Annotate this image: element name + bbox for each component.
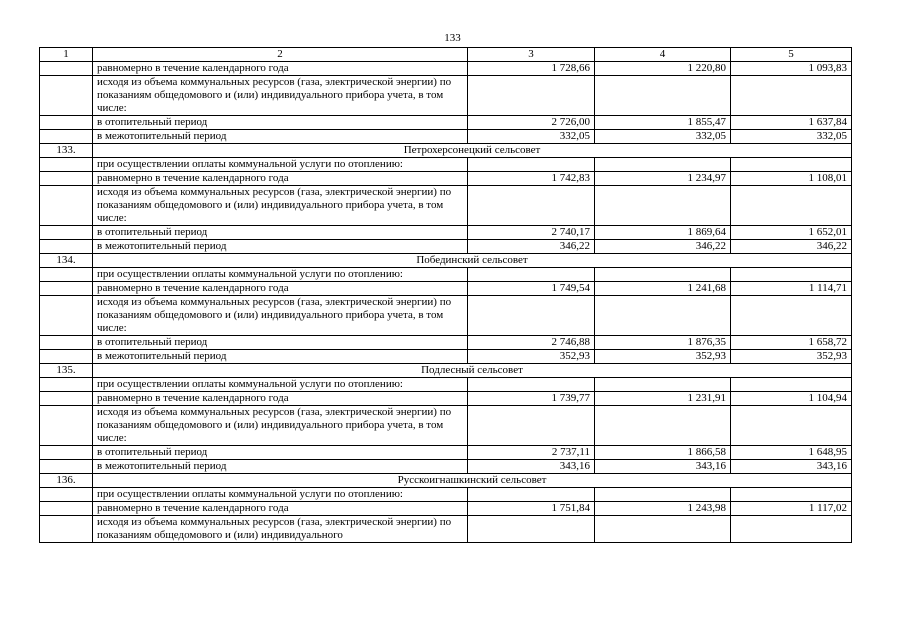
value-col-5: 1 093,83 <box>731 62 852 76</box>
table-row <box>40 516 852 543</box>
section-row <box>40 144 852 158</box>
section-title: Побединский сельсовет <box>93 254 852 268</box>
value-col-4 <box>595 378 731 392</box>
row-number <box>40 172 93 186</box>
row-description: исходя из объема коммунальных ресурсов (газа, электрической энергии) по показаниям общедомового и (или) индивидуального прибора учета, в том числе: <box>93 296 468 336</box>
table-row <box>40 446 852 460</box>
row-description: в отопительный период <box>93 226 468 240</box>
section-number: 134. <box>40 254 93 268</box>
value-col-3: 2 740,17 <box>468 226 595 240</box>
table-row <box>40 392 852 406</box>
header-cell-1: 1 <box>40 48 93 62</box>
row-number <box>40 406 93 446</box>
value-col-3 <box>468 268 595 282</box>
value-col-4: 1 234,97 <box>595 172 731 186</box>
value-col-3 <box>468 158 595 172</box>
value-col-3: 1 742,83 <box>468 172 595 186</box>
value-col-3: 346,22 <box>468 240 595 254</box>
row-description: равномерно в течение календарного года <box>93 282 468 296</box>
value-col-4: 346,22 <box>595 240 731 254</box>
value-col-4 <box>595 296 731 336</box>
value-col-3 <box>468 378 595 392</box>
row-description: в межотопительный период <box>93 350 468 364</box>
table-row <box>40 116 852 130</box>
row-description: равномерно в течение календарного года <box>93 62 468 76</box>
value-col-4: 1 220,80 <box>595 62 731 76</box>
section-number: 133. <box>40 144 93 158</box>
value-col-5: 1 108,01 <box>731 172 852 186</box>
row-number <box>40 158 93 172</box>
value-col-5: 343,16 <box>731 460 852 474</box>
table-row <box>40 158 852 172</box>
section-row <box>40 364 852 378</box>
value-col-5 <box>731 296 852 336</box>
value-col-4 <box>595 488 731 502</box>
value-col-4: 343,16 <box>595 460 731 474</box>
value-col-5 <box>731 378 852 392</box>
row-description: равномерно в течение календарного года <box>93 172 468 186</box>
header-cell-4: 4 <box>595 48 731 62</box>
header-cell-2: 2 <box>93 48 468 62</box>
value-col-4: 352,93 <box>595 350 731 364</box>
value-col-4: 1 869,64 <box>595 226 731 240</box>
value-col-3: 2 726,00 <box>468 116 595 130</box>
header-cell-3: 3 <box>468 48 595 62</box>
table-row <box>40 62 852 76</box>
value-col-3 <box>468 296 595 336</box>
value-col-5: 1 104,94 <box>731 392 852 406</box>
row-number <box>40 186 93 226</box>
value-col-4 <box>595 406 731 446</box>
table-row <box>40 240 852 254</box>
value-col-5: 1 658,72 <box>731 336 852 350</box>
table-row <box>40 378 852 392</box>
row-number <box>40 268 93 282</box>
value-col-3: 1 751,84 <box>468 502 595 516</box>
row-description: при осуществлении оплаты коммунальной услуги по отоплению: <box>93 488 468 502</box>
section-number: 136. <box>40 474 93 488</box>
row-number <box>40 296 93 336</box>
value-col-5 <box>731 186 852 226</box>
value-col-5: 1 637,84 <box>731 116 852 130</box>
value-col-5: 332,05 <box>731 130 852 144</box>
value-col-4: 1 866,58 <box>595 446 731 460</box>
value-col-5: 1 648,95 <box>731 446 852 460</box>
row-number <box>40 76 93 116</box>
row-number <box>40 336 93 350</box>
row-number <box>40 226 93 240</box>
value-col-4 <box>595 268 731 282</box>
row-description: в отопительный период <box>93 336 468 350</box>
row-description: в межотопительный период <box>93 130 468 144</box>
row-number <box>40 240 93 254</box>
row-description: в отопительный период <box>93 116 468 130</box>
table-row <box>40 268 852 282</box>
row-number <box>40 62 93 76</box>
value-col-3: 2 737,11 <box>468 446 595 460</box>
row-description: исходя из объема коммунальных ресурсов (газа, электрической энергии) по показаниям общедомового и (или) индивидуального прибора учета, в том числе: <box>93 406 468 446</box>
row-number <box>40 502 93 516</box>
row-description: в межотопительный период <box>93 240 468 254</box>
value-col-4: 1 241,68 <box>595 282 731 296</box>
value-col-3: 1 728,66 <box>468 62 595 76</box>
table-body <box>40 48 852 543</box>
section-title: Петрохерсонецкий сельсовет <box>93 144 852 158</box>
value-col-3: 343,16 <box>468 460 595 474</box>
value-col-5 <box>731 516 852 543</box>
header-cell-5: 5 <box>731 48 852 62</box>
value-col-5: 346,22 <box>731 240 852 254</box>
row-description: исходя из объема коммунальных ресурсов (газа, электрической энергии) по показаниям общедомового и (или) индивидуального прибора учета, в том числе: <box>93 76 468 116</box>
value-col-3 <box>468 186 595 226</box>
value-col-5 <box>731 76 852 116</box>
row-description: равномерно в течение календарного года <box>93 392 468 406</box>
value-col-3: 332,05 <box>468 130 595 144</box>
table-row <box>40 172 852 186</box>
table-row <box>40 226 852 240</box>
row-description: в межотопительный период <box>93 460 468 474</box>
row-description: при осуществлении оплаты коммунальной услуги по отоплению: <box>93 158 468 172</box>
row-description: равномерно в течение календарного года <box>93 502 468 516</box>
value-col-3: 2 746,88 <box>468 336 595 350</box>
value-col-4 <box>595 76 731 116</box>
value-col-3 <box>468 76 595 116</box>
section-title: Русскоигнашкинский сельсовет <box>93 474 852 488</box>
value-col-5: 352,93 <box>731 350 852 364</box>
section-number: 135. <box>40 364 93 378</box>
row-number <box>40 378 93 392</box>
row-description: при осуществлении оплаты коммунальной услуги по отоплению: <box>93 268 468 282</box>
tariff-table <box>39 47 852 543</box>
value-col-5: 1 117,02 <box>731 502 852 516</box>
value-col-5: 1 114,71 <box>731 282 852 296</box>
section-row <box>40 254 852 268</box>
value-col-4: 1 243,98 <box>595 502 731 516</box>
row-number <box>40 488 93 502</box>
value-col-3: 1 739,77 <box>468 392 595 406</box>
value-col-3: 1 749,54 <box>468 282 595 296</box>
row-number <box>40 130 93 144</box>
value-col-5: 1 652,01 <box>731 226 852 240</box>
row-description: в отопительный период <box>93 446 468 460</box>
row-description: исходя из объема коммунальных ресурсов (газа, электрической энергии) по показаниям общедомового и (или) индивидуального <box>93 516 468 543</box>
table-row <box>40 186 852 226</box>
row-number <box>40 350 93 364</box>
value-col-4 <box>595 158 731 172</box>
value-col-4: 1 855,47 <box>595 116 731 130</box>
section-row <box>40 474 852 488</box>
table-row <box>40 76 852 116</box>
table-row <box>40 296 852 336</box>
page-number: 133 <box>444 32 461 44</box>
value-col-3 <box>468 488 595 502</box>
row-number <box>40 516 93 543</box>
table-row <box>40 502 852 516</box>
value-col-3 <box>468 406 595 446</box>
value-col-3: 352,93 <box>468 350 595 364</box>
value-col-4 <box>595 186 731 226</box>
row-description: при осуществлении оплаты коммунальной услуги по отоплению: <box>93 378 468 392</box>
value-col-4 <box>595 516 731 543</box>
row-number <box>40 446 93 460</box>
value-col-4: 332,05 <box>595 130 731 144</box>
value-col-4: 1 231,91 <box>595 392 731 406</box>
table-row <box>40 282 852 296</box>
header-row <box>40 48 852 62</box>
row-number <box>40 460 93 474</box>
value-col-5 <box>731 488 852 502</box>
table-row <box>40 406 852 446</box>
row-number <box>40 392 93 406</box>
value-col-3 <box>468 516 595 543</box>
table-row <box>40 488 852 502</box>
row-number <box>40 116 93 130</box>
value-col-5 <box>731 268 852 282</box>
value-col-4: 1 876,35 <box>595 336 731 350</box>
table-row <box>40 336 852 350</box>
value-col-5 <box>731 158 852 172</box>
value-col-5 <box>731 406 852 446</box>
row-number <box>40 282 93 296</box>
section-title: Подлесный сельсовет <box>93 364 852 378</box>
row-description: исходя из объема коммунальных ресурсов (газа, электрической энергии) по показаниям общедомового и (или) индивидуального прибора учета, в том числе: <box>93 186 468 226</box>
table-row <box>40 350 852 364</box>
table-row <box>40 460 852 474</box>
table-row <box>40 130 852 144</box>
